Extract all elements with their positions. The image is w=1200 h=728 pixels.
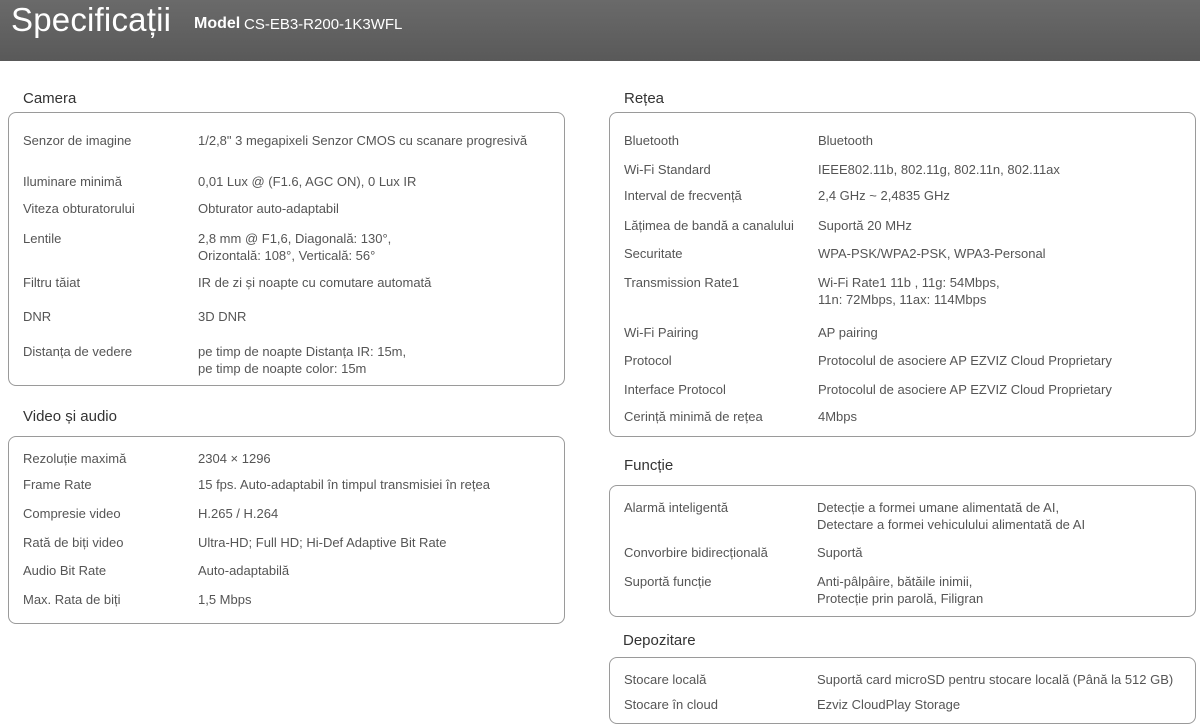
spec-label: Wi-Fi Pairing	[624, 325, 699, 340]
spec-value-line: Suportă	[817, 545, 863, 560]
spec-value-line: Protocolul de asociere AP EZVIZ Cloud Proprietary	[818, 382, 1112, 397]
spec-value-line: Ultra-HD; Full HD; Hi-Def Adaptive Bit Rate	[198, 535, 447, 550]
spec-value-line: Wi-Fi Rate1 11b , 11g: 54Mbps,	[818, 275, 1000, 290]
spec-label: Wi-Fi Standard	[624, 162, 711, 177]
spec-value	[817, 573, 983, 607]
section-title-function: Funcție	[624, 457, 674, 474]
spec-label: Convorbire bidirecțională	[624, 545, 768, 560]
page-title: Specificații	[11, 1, 172, 38]
spec-box-camera	[8, 112, 565, 386]
spec-value-line: Obturator auto-adaptabil	[198, 201, 339, 216]
spec-label: Suportă funcție	[624, 574, 712, 589]
spec-value-line: 1/2,8" 3 megapixeli Senzor CMOS cu scanare progresivă	[198, 133, 528, 148]
spec-value-line: 3D DNR	[198, 309, 247, 324]
spec-label: Securitate	[624, 246, 683, 261]
spec-value	[198, 274, 431, 291]
spec-value-line: Auto-adaptabilă	[198, 563, 290, 578]
spec-value	[198, 534, 447, 551]
spec-value-line: 0,01 Lux @ (F1.6, AGC ON), 0 Lux IR	[198, 174, 417, 189]
spec-value	[818, 161, 1060, 178]
spec-value-line: Anti-pâlpâire, bătăile inimii,	[817, 574, 973, 589]
spec-label: Iluminare minimă	[23, 174, 122, 189]
spec-value-line: 2,8 mm @ F1,6, Diagonală: 130°,	[198, 231, 392, 246]
spec-value	[818, 245, 1046, 262]
spec-value-line: 1,5 Mbps	[198, 592, 252, 607]
spec-label: Distanța de vedere	[23, 344, 133, 359]
spec-label: Alarmă inteligentă	[624, 500, 729, 515]
spec-value-line: 2304 × 1296	[198, 451, 271, 466]
spec-label: Transmission Rate1	[624, 275, 740, 290]
spec-value-line: pe timp de noapte color: 15m	[198, 361, 367, 376]
spec-value-line: 15 fps. Auto-adaptabil în timpul transmisiei în rețea	[198, 477, 490, 492]
spec-label: Senzor de imagine	[23, 133, 132, 148]
spec-value	[198, 343, 406, 377]
spec-value-line: pe timp de noapte Distanța IR: 15m,	[198, 344, 407, 359]
spec-value-line: IR de zi și noapte cu comutare automată	[198, 275, 432, 290]
spec-label: Protocol	[624, 353, 672, 368]
spec-value-line: Suportă card microSD pentru stocare locală (Până la 512 GB)	[817, 672, 1174, 687]
spec-value	[198, 200, 339, 217]
spec-value	[818, 187, 950, 204]
spec-value	[818, 217, 912, 234]
spec-value-line: WPA-PSK/WPA2-PSK, WPA3-Personal	[818, 246, 1046, 261]
spec-value-line: 11n: 72Mbps, 11ax: 114Mbps	[818, 292, 987, 307]
spec-value	[818, 381, 1112, 398]
spec-label: Interval de frecvență	[624, 188, 742, 203]
spec-label: Stocare locală	[624, 672, 707, 687]
spec-value	[198, 591, 251, 608]
spec-value	[818, 132, 873, 149]
spec-value	[817, 544, 863, 561]
spec-value-line: 4Mbps	[818, 409, 858, 424]
spec-label: Cerință minimă de rețea	[624, 409, 763, 424]
spec-label: Filtru tăiat	[23, 275, 81, 290]
section-title-video: Video și audio	[23, 408, 117, 425]
spec-box-function	[609, 485, 1196, 617]
spec-label: Stocare în cloud	[624, 697, 718, 712]
spec-label: Frame Rate	[23, 477, 92, 492]
spec-value-line: Bluetooth	[818, 133, 873, 148]
spec-box-storage	[609, 657, 1196, 724]
model-value: CS-EB3-R200-1K3WFL	[244, 16, 403, 33]
spec-value	[818, 352, 1112, 369]
spec-value	[198, 230, 391, 264]
spec-value-line: Protocolul de asociere AP EZVIZ Cloud Proprietary	[818, 353, 1112, 368]
spec-value-line: Suportă 20 MHz	[818, 218, 912, 233]
spec-label: Lentile	[23, 231, 62, 246]
spec-box-video	[8, 436, 565, 624]
spec-value-line: Detectare a formei vehiculului alimentată de AI	[817, 517, 1086, 532]
spec-value-line: AP pairing	[818, 325, 878, 340]
spec-value	[198, 505, 278, 522]
spec-label: Max. Rata de biți	[23, 592, 121, 607]
spec-box-network	[609, 112, 1196, 437]
spec-value	[818, 274, 1000, 308]
spec-value	[198, 173, 416, 190]
spec-value-line: Ezviz CloudPlay Storage	[817, 697, 961, 712]
spec-value	[198, 308, 246, 325]
spec-label: Rezoluție maximă	[23, 451, 127, 466]
spec-label: Rată de biți video	[23, 535, 124, 550]
spec-value	[198, 562, 289, 579]
spec-label: Viteza obturatorului	[23, 201, 135, 216]
spec-label: Compresie video	[23, 506, 121, 521]
spec-value-line: 2,4 GHz ~ 2,4835 GHz	[818, 188, 950, 203]
spec-label: Bluetooth	[624, 133, 679, 148]
spec-value-line: Detecție a formei umane alimentată de AI,	[817, 500, 1060, 515]
spec-value	[817, 671, 1173, 688]
spec-value	[198, 132, 527, 149]
spec-value	[198, 476, 490, 493]
spec-value-line: Orizontală: 108°, Verticală: 56°	[198, 248, 376, 263]
spec-value	[818, 324, 878, 341]
spec-label: Interface Protocol	[624, 382, 726, 397]
spec-value	[817, 696, 960, 713]
spec-value	[818, 408, 857, 425]
model-label: Model	[194, 15, 241, 32]
page-header	[0, 0, 1200, 61]
spec-value	[817, 499, 1085, 533]
spec-label: DNR	[23, 309, 52, 324]
spec-value-line: Protecție prin parolă, Filigran	[817, 591, 984, 606]
section-title-storage: Depozitare	[623, 632, 696, 649]
section-title-camera: Camera	[23, 90, 77, 107]
spec-value	[198, 450, 271, 467]
section-title-network: Rețea	[624, 90, 665, 107]
spec-label: Lățimea de bandă a canalului	[624, 218, 794, 233]
spec-label: Audio Bit Rate	[23, 563, 107, 578]
spec-value-line: H.265 / H.264	[198, 506, 279, 521]
spec-value-line: IEEE802.11b, 802.11g, 802.11n, 802.11ax	[818, 162, 1060, 177]
